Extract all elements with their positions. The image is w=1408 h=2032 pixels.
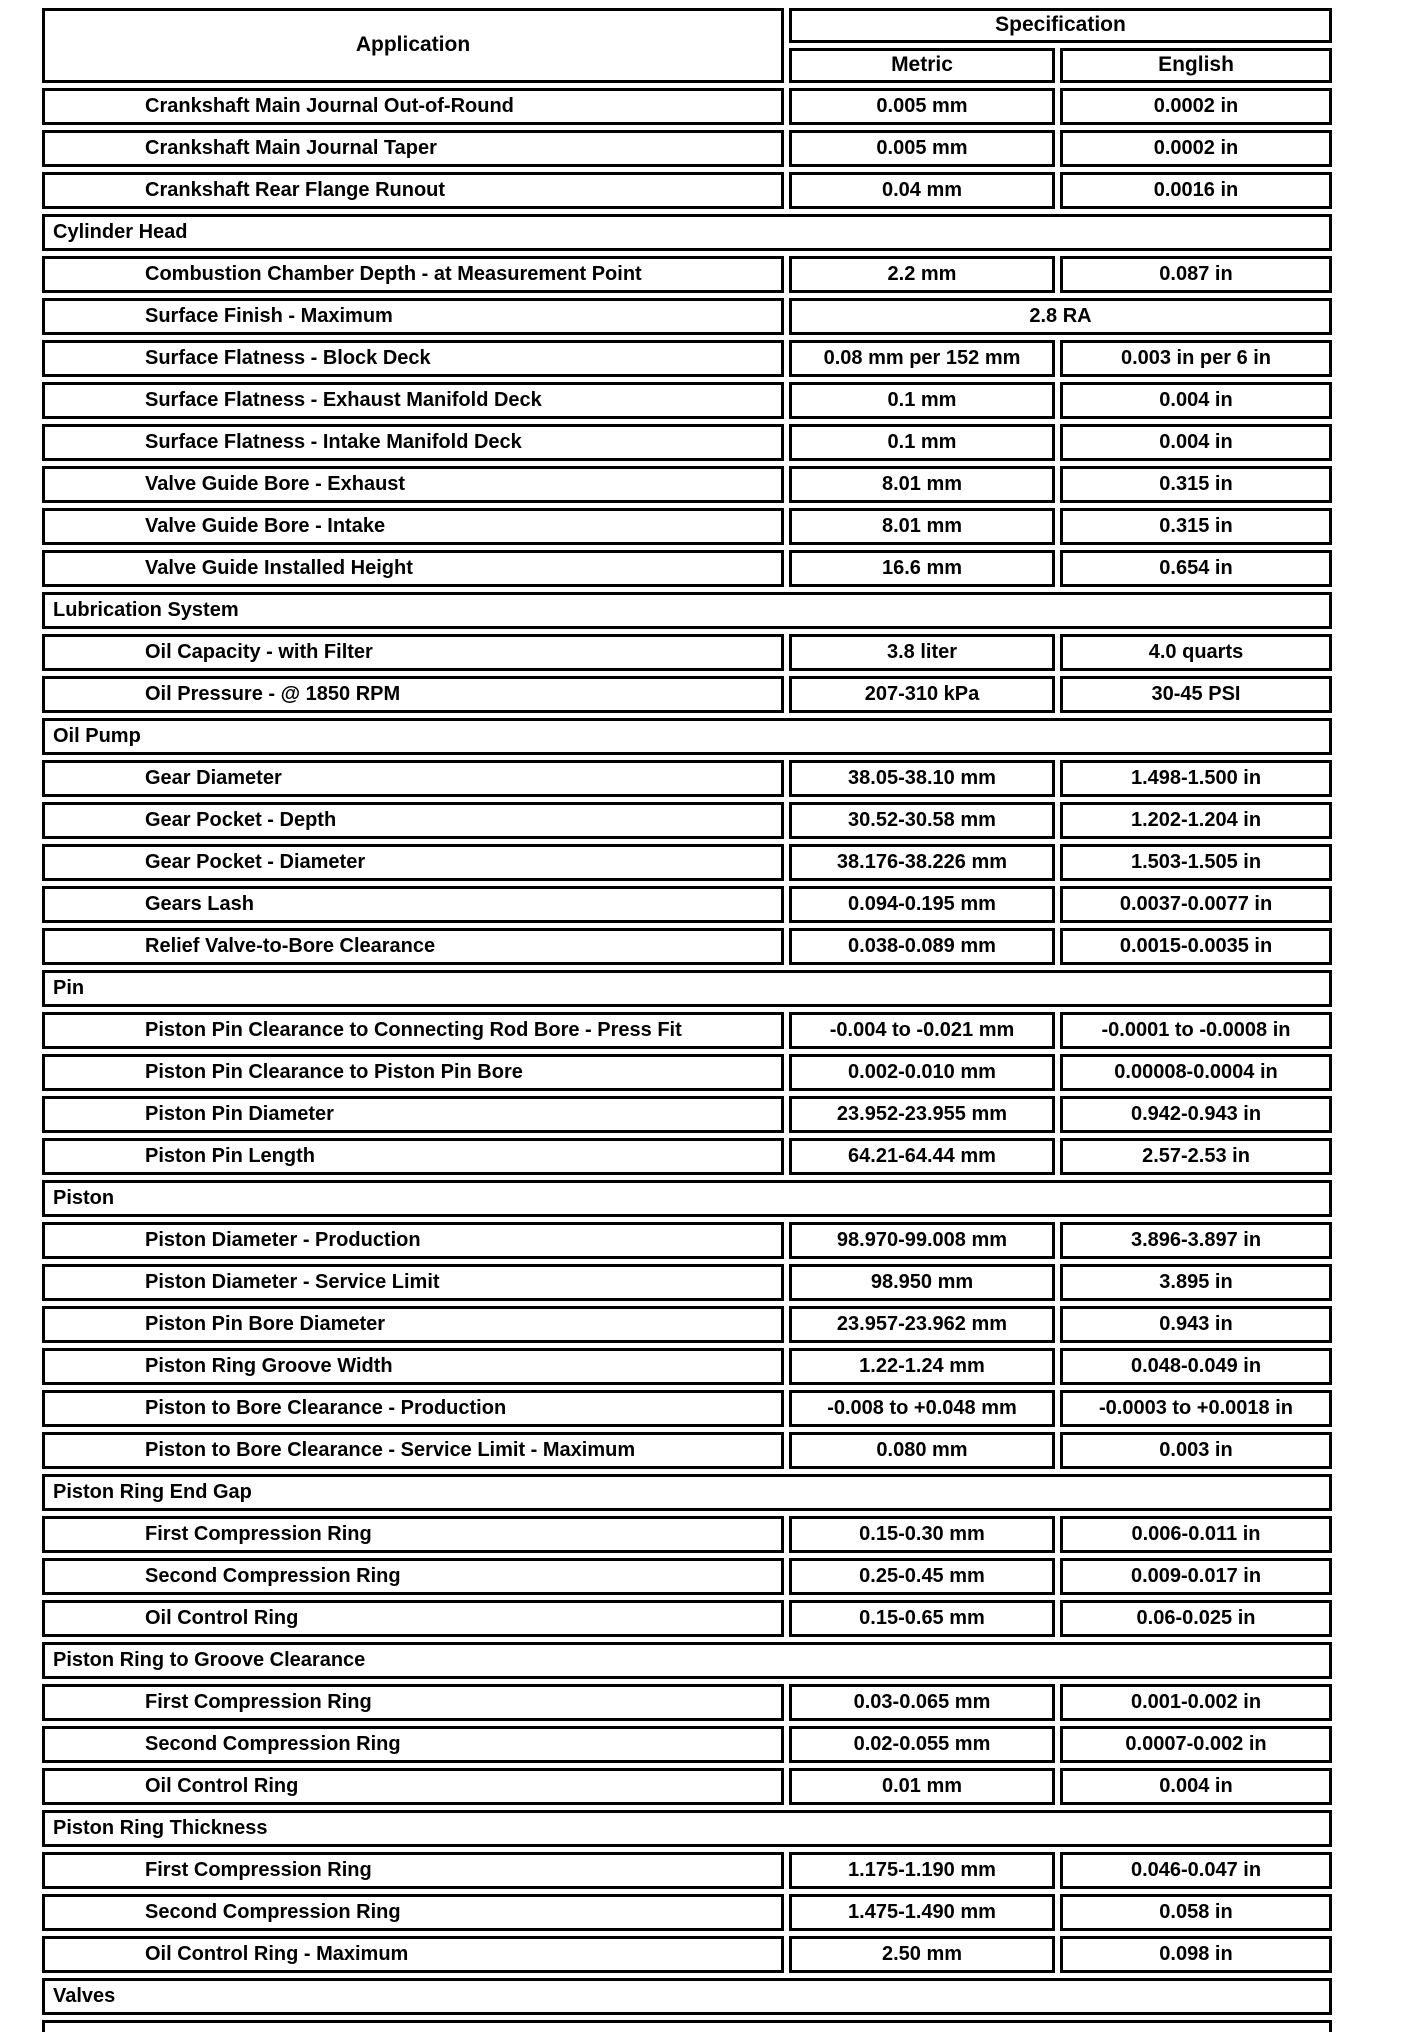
metric-value-cell: 0.005 mm	[789, 88, 1055, 125]
metric-value-cell: 0.15-0.30 mm	[789, 1516, 1055, 1553]
table-row	[42, 298, 1332, 335]
application-cell: Valve Guide Installed Height	[42, 550, 784, 587]
english-value-cell: -0.0001 to -0.0008 in	[1060, 1012, 1332, 1049]
table-row	[42, 802, 1332, 839]
english-value-cell: -0.0003 to +0.0018 in	[1060, 1390, 1332, 1427]
application-cell: Second Compression Ring	[42, 1558, 784, 1595]
section-row	[42, 1180, 1332, 1217]
application-cell: First Compression Ring	[42, 1516, 784, 1553]
section-row	[42, 214, 1332, 251]
application-cell: Piston Pin Diameter	[42, 1096, 784, 1133]
application-cell: Second Compression Ring	[42, 1894, 784, 1931]
table-row	[42, 1222, 1332, 1259]
table-row	[42, 508, 1332, 545]
metric-value-cell: 0.094-0.195 mm	[789, 886, 1055, 923]
english-value-cell: 0.098 in	[1060, 1936, 1332, 1973]
section-label: Oil Pump	[42, 718, 1332, 755]
english-value-cell: 0.0002 in	[1060, 130, 1332, 167]
metric-value-cell: 207-310 kPa	[789, 676, 1055, 713]
metric-value-cell: 16.6 mm	[789, 550, 1055, 587]
table-row	[42, 1558, 1332, 1595]
application-cell: Surface Finish - Maximum	[42, 298, 784, 335]
table-row	[42, 172, 1332, 209]
section-row	[42, 1642, 1332, 1679]
english-value-cell: 3.896-3.897 in	[1060, 1222, 1332, 1259]
table-row	[42, 1684, 1332, 1721]
metric-value-cell: 2.2 mm	[789, 256, 1055, 293]
section-label: Piston Ring Thickness	[42, 1810, 1332, 1847]
english-value-cell: 0.048-0.049 in	[1060, 1348, 1332, 1385]
section-label: Cylinder Head	[42, 214, 1332, 251]
section-row	[42, 1810, 1332, 1847]
section-label: Piston	[42, 1180, 1332, 1217]
metric-value-cell: 0.080 mm	[789, 1432, 1055, 1469]
table-row	[42, 1138, 1332, 1175]
english-value-cell: 0.654 in	[1060, 550, 1332, 587]
application-cell: Surface Flatness - Intake Manifold Deck	[42, 424, 784, 461]
section-label: Piston Ring End Gap	[42, 1474, 1332, 1511]
application-cell: Piston Diameter - Production	[42, 1222, 784, 1259]
application-cell: Second Compression Ring	[42, 1726, 784, 1763]
section-row	[42, 1474, 1332, 1511]
english-value-cell: 0.0015-0.0035 in	[1060, 928, 1332, 965]
metric-value-cell: 0.005 mm	[789, 130, 1055, 167]
metric-value-cell: 0.25-0.45 mm	[789, 1558, 1055, 1595]
english-value-cell: 0.315 in	[1060, 466, 1332, 503]
english-value-cell: 0.06-0.025 in	[1060, 1600, 1332, 1637]
metric-value-cell: 8.01 mm	[789, 466, 1055, 503]
table-row	[42, 382, 1332, 419]
metric-value-cell: 1.175-1.190 mm	[789, 1852, 1055, 1889]
table-row	[42, 424, 1332, 461]
table-row	[42, 676, 1332, 713]
table-row	[42, 760, 1332, 797]
table-header	[42, 8, 1332, 83]
metric-value-cell: 30.52-30.58 mm	[789, 802, 1055, 839]
table-row	[42, 1726, 1332, 1763]
application-cell: Piston Pin Bore Diameter	[42, 1306, 784, 1343]
metric-value-cell: 2.50 mm	[789, 1936, 1055, 1973]
table-body	[42, 88, 1332, 2015]
application-cell: Gear Pocket - Diameter	[42, 844, 784, 881]
section-label: Lubrication System	[42, 592, 1332, 629]
table-row	[42, 1012, 1332, 1049]
table-row	[42, 1054, 1332, 1091]
metric-value-cell: 0.002-0.010 mm	[789, 1054, 1055, 1091]
section-label: Pin	[42, 970, 1332, 1007]
english-value-cell: 4.0 quarts	[1060, 634, 1332, 671]
application-cell: Piston to Bore Clearance - Service Limit - Maximum	[42, 1432, 784, 1469]
spec-table	[42, 8, 1332, 2032]
table-row	[42, 1516, 1332, 1553]
english-value-cell: 0.003 in	[1060, 1432, 1332, 1469]
application-cell: Oil Control Ring	[42, 1768, 784, 1805]
metric-value-cell: 98.950 mm	[789, 1264, 1055, 1301]
table-row	[42, 634, 1332, 671]
application-cell: Oil Control Ring - Maximum	[42, 1936, 784, 1973]
table-row	[42, 1348, 1332, 1385]
metric-value-cell: 8.01 mm	[789, 508, 1055, 545]
application-cell: Crankshaft Rear Flange Runout	[42, 172, 784, 209]
application-cell: Surface Flatness - Exhaust Manifold Deck	[42, 382, 784, 419]
table-row	[42, 1768, 1332, 1805]
table-row	[42, 256, 1332, 293]
application-cell: Surface Flatness - Block Deck	[42, 340, 784, 377]
application-cell: Crankshaft Main Journal Out-of-Round	[42, 88, 784, 125]
english-value-cell: 0.001-0.002 in	[1060, 1684, 1332, 1721]
section-label: Piston Ring to Groove Clearance	[42, 1642, 1332, 1679]
table-row	[42, 88, 1332, 125]
spec-value-cell: 2.8 RA	[789, 298, 1332, 335]
application-cell: Piston Pin Length	[42, 1138, 784, 1175]
english-value-cell: 0.004 in	[1060, 382, 1332, 419]
application-cell: Piston Diameter - Service Limit	[42, 1264, 784, 1301]
metric-value-cell: 23.957-23.962 mm	[789, 1306, 1055, 1343]
table-row	[42, 550, 1332, 587]
english-value-cell: 0.003 in per 6 in	[1060, 340, 1332, 377]
english-column-header: English	[1060, 48, 1332, 83]
english-value-cell: 0.087 in	[1060, 256, 1332, 293]
section-row	[42, 970, 1332, 1007]
english-value-cell: 0.0016 in	[1060, 172, 1332, 209]
table-row	[42, 1852, 1332, 1889]
metric-value-cell: 1.475-1.490 mm	[789, 1894, 1055, 1931]
english-value-cell: 1.202-1.204 in	[1060, 802, 1332, 839]
application-cell: Gear Diameter	[42, 760, 784, 797]
table-row	[42, 886, 1332, 923]
application-cell: Piston to Bore Clearance - Production	[42, 1390, 784, 1427]
application-cell: Crankshaft Main Journal Taper	[42, 130, 784, 167]
english-value-cell: 1.498-1.500 in	[1060, 760, 1332, 797]
english-value-cell: 0.0037-0.0077 in	[1060, 886, 1332, 923]
english-value-cell: 3.895 in	[1060, 1264, 1332, 1301]
table-row	[42, 1894, 1332, 1931]
metric-value-cell: 23.952-23.955 mm	[789, 1096, 1055, 1133]
specification-column-group	[789, 8, 1332, 83]
metric-column-header: Metric	[789, 48, 1055, 83]
specification-subheaders	[789, 48, 1332, 83]
metric-value-cell: 0.08 mm per 152 mm	[789, 340, 1055, 377]
metric-value-cell: -0.004 to -0.021 mm	[789, 1012, 1055, 1049]
metric-value-cell: 0.01 mm	[789, 1768, 1055, 1805]
table-row	[42, 1390, 1332, 1427]
english-value-cell: 2.57-2.53 in	[1060, 1138, 1332, 1175]
metric-value-cell: 0.02-0.055 mm	[789, 1726, 1055, 1763]
application-cell: Piston Ring Groove Width	[42, 1348, 784, 1385]
table-row	[42, 1936, 1332, 1973]
metric-value-cell: 38.05-38.10 mm	[789, 760, 1055, 797]
table-row	[42, 1306, 1332, 1343]
table-row	[42, 340, 1332, 377]
english-value-cell: 0.046-0.047 in	[1060, 1852, 1332, 1889]
application-cell: First Compression Ring	[42, 1852, 784, 1889]
metric-value-cell: 1.22-1.24 mm	[789, 1348, 1055, 1385]
metric-value-cell: 0.038-0.089 mm	[789, 928, 1055, 965]
english-value-cell: 0.058 in	[1060, 1894, 1332, 1931]
application-cell: Combustion Chamber Depth - at Measurement Point	[42, 256, 784, 293]
english-value-cell: 0.00008-0.0004 in	[1060, 1054, 1332, 1091]
application-column-header: Application	[42, 8, 784, 83]
application-cell: Valve Guide Bore - Intake	[42, 508, 784, 545]
english-value-cell: 0.943 in	[1060, 1306, 1332, 1343]
metric-value-cell: 64.21-64.44 mm	[789, 1138, 1055, 1175]
application-cell: Oil Control Ring	[42, 1600, 784, 1637]
english-value-cell: 0.0007-0.002 in	[1060, 1726, 1332, 1763]
metric-value-cell: 0.04 mm	[789, 172, 1055, 209]
table-row	[42, 466, 1332, 503]
table-row	[42, 844, 1332, 881]
table-row	[42, 1432, 1332, 1469]
application-cell: First Compression Ring	[42, 1684, 784, 1721]
application-cell: Gear Pocket - Depth	[42, 802, 784, 839]
metric-value-cell: 38.176-38.226 mm	[789, 844, 1055, 881]
application-cell: Piston Pin Clearance to Connecting Rod Bore - Press Fit	[42, 1012, 784, 1049]
metric-value-cell: 3.8 liter	[789, 634, 1055, 671]
english-value-cell: 0.0002 in	[1060, 88, 1332, 125]
table-row	[42, 928, 1332, 965]
english-value-cell: 1.503-1.505 in	[1060, 844, 1332, 881]
specification-column-header: Specification	[789, 8, 1332, 43]
table-row	[42, 1264, 1332, 1301]
metric-value-cell: 98.970-99.008 mm	[789, 1222, 1055, 1259]
cutoff-next-row	[42, 2020, 1332, 2032]
application-cell: Valve Guide Bore - Exhaust	[42, 466, 784, 503]
application-cell: Oil Pressure - @ 1850 RPM	[42, 676, 784, 713]
english-value-cell: 0.006-0.011 in	[1060, 1516, 1332, 1553]
metric-value-cell: 0.1 mm	[789, 382, 1055, 419]
metric-value-cell: 0.03-0.065 mm	[789, 1684, 1055, 1721]
metric-value-cell: 0.15-0.65 mm	[789, 1600, 1055, 1637]
table-row	[42, 1600, 1332, 1637]
metric-value-cell: 0.1 mm	[789, 424, 1055, 461]
table-row	[42, 130, 1332, 167]
section-row	[42, 1978, 1332, 2015]
application-cell: Piston Pin Clearance to Piston Pin Bore	[42, 1054, 784, 1091]
section-row	[42, 592, 1332, 629]
application-cell: Oil Capacity - with Filter	[42, 634, 784, 671]
application-cell: Relief Valve-to-Bore Clearance	[42, 928, 784, 965]
english-value-cell: 0.942-0.943 in	[1060, 1096, 1332, 1133]
section-row	[42, 718, 1332, 755]
english-value-cell: 30-45 PSI	[1060, 676, 1332, 713]
metric-value-cell: -0.008 to +0.048 mm	[789, 1390, 1055, 1427]
application-cell: Gears Lash	[42, 886, 784, 923]
english-value-cell: 0.315 in	[1060, 508, 1332, 545]
table-row	[42, 1096, 1332, 1133]
section-label: Valves	[42, 1978, 1332, 2015]
english-value-cell: 0.004 in	[1060, 424, 1332, 461]
english-value-cell: 0.004 in	[1060, 1768, 1332, 1805]
english-value-cell: 0.009-0.017 in	[1060, 1558, 1332, 1595]
